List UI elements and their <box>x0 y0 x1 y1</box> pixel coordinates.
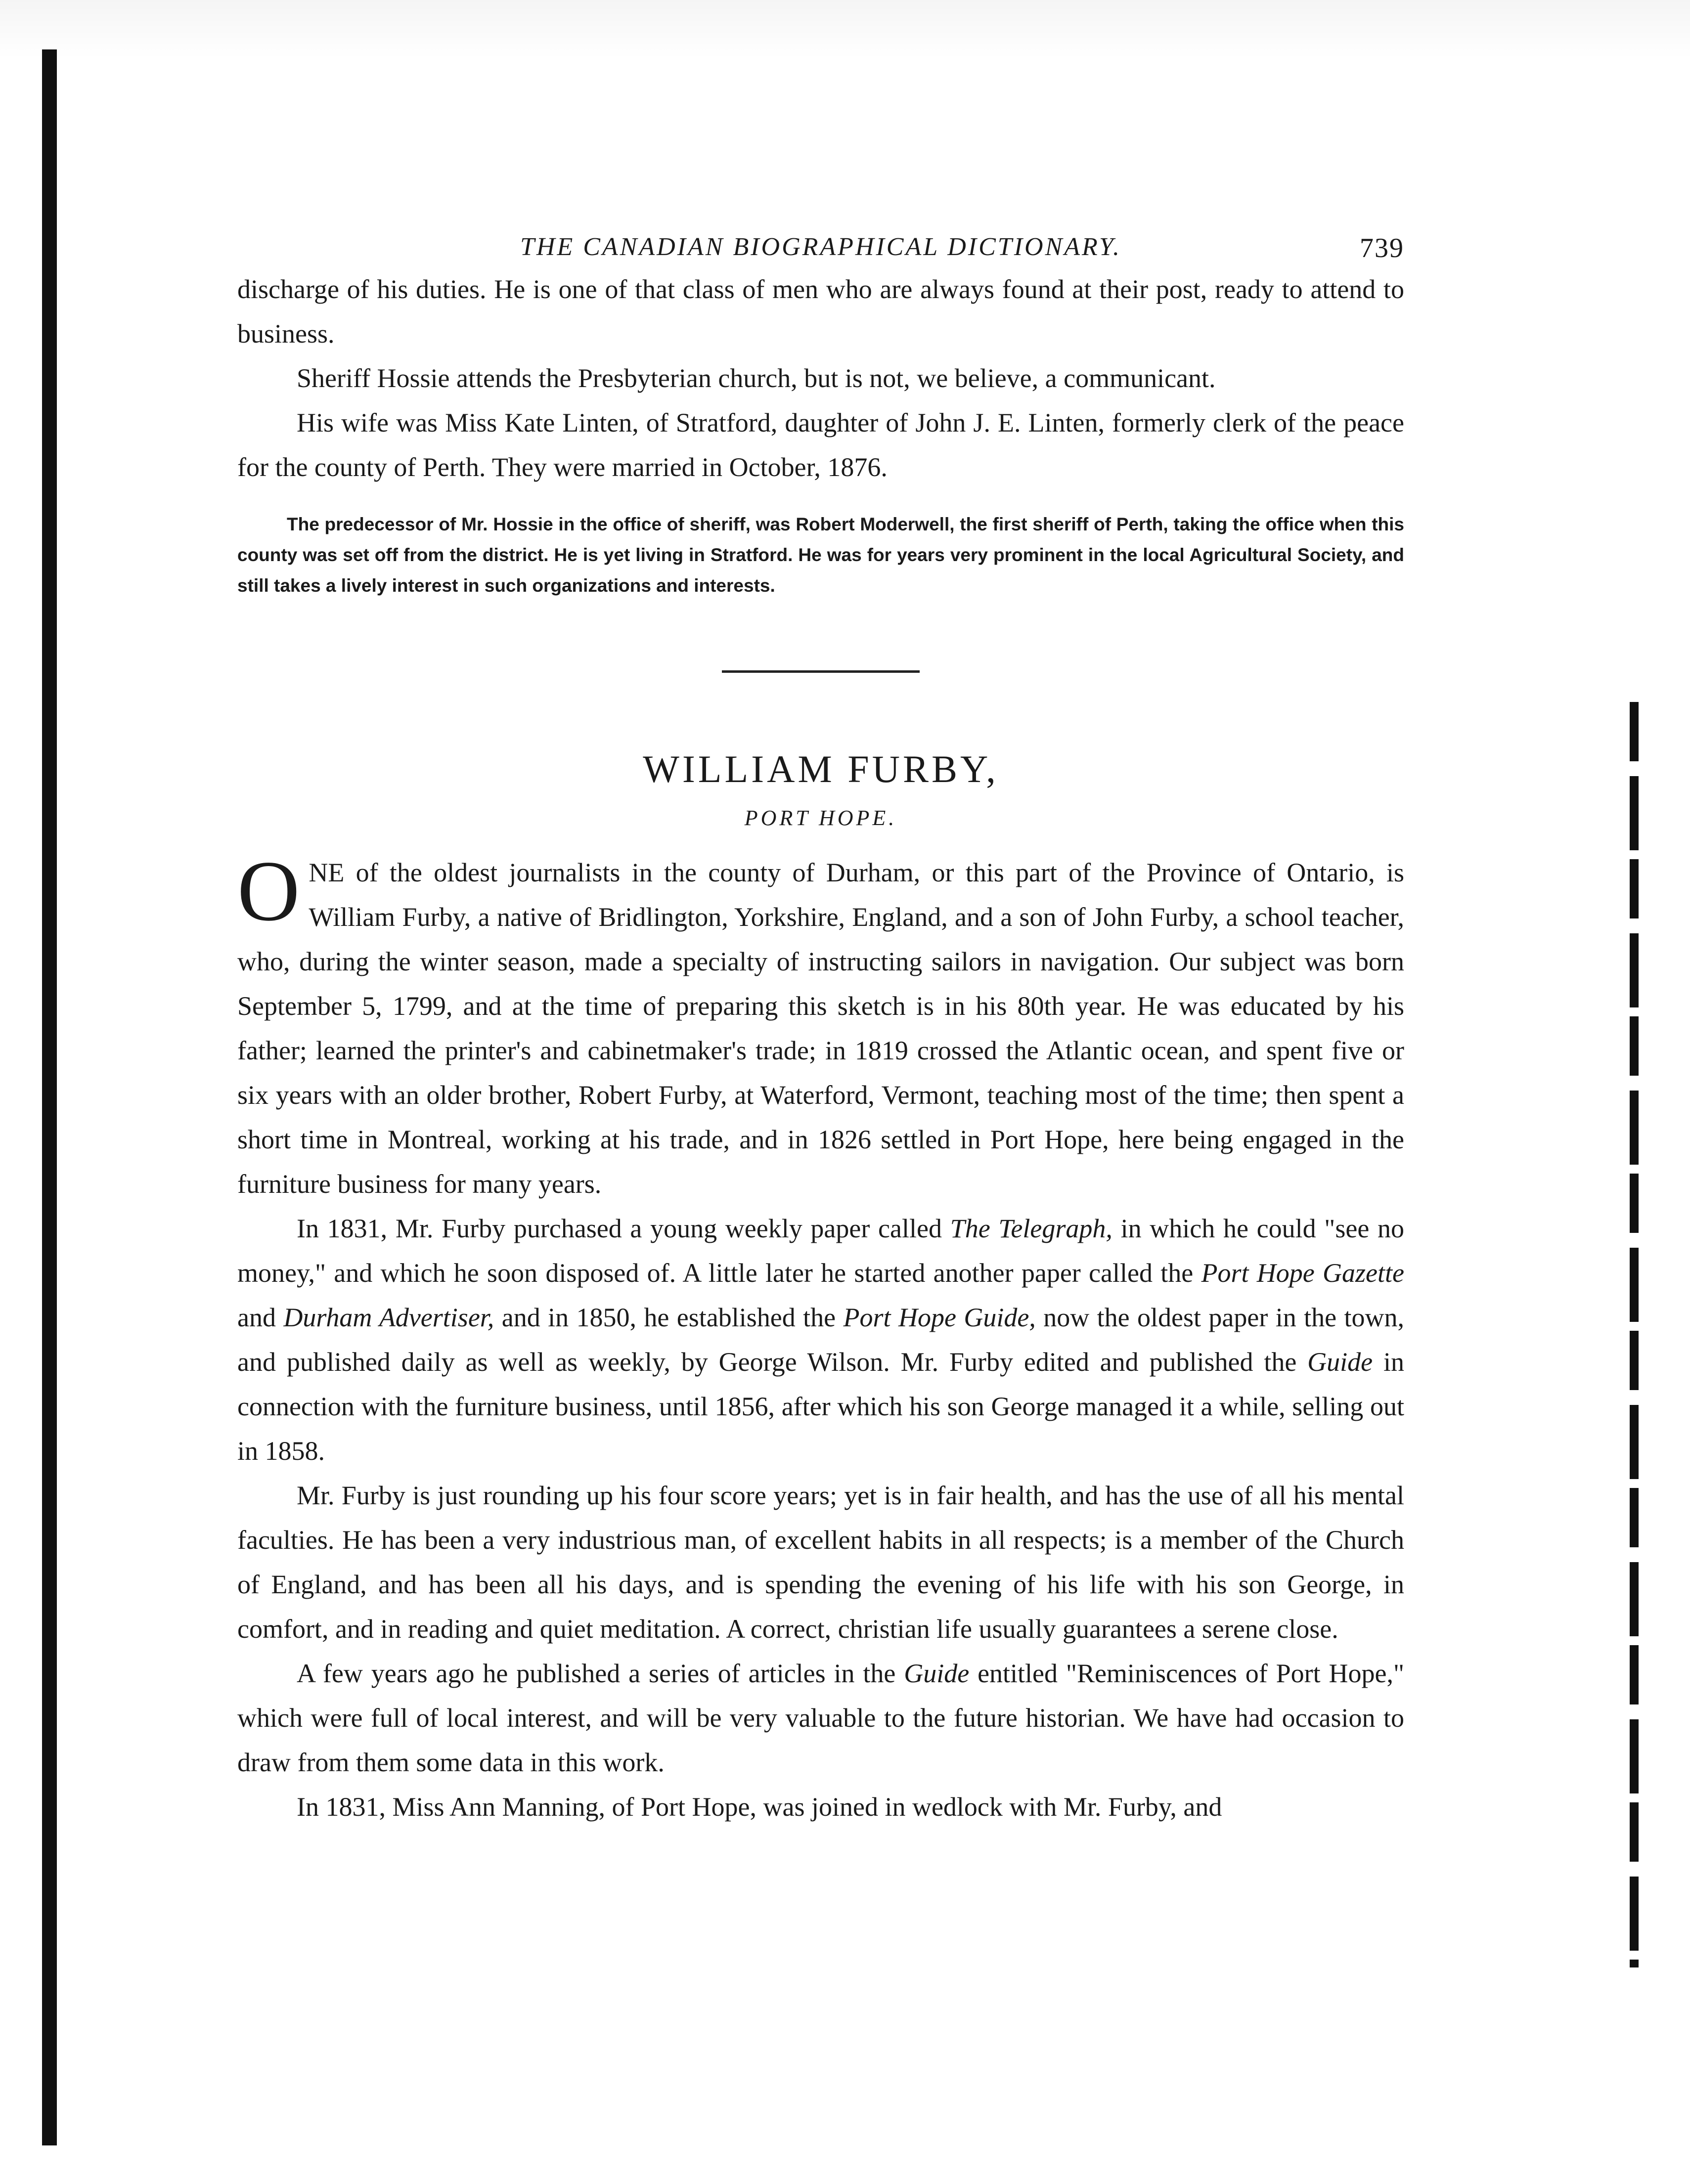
running-title: THE CANADIAN BIOGRAPHICAL DICTIONARY. <box>520 233 1121 261</box>
text-run: A few years ago he published a series of articles in the <box>297 1659 904 1688</box>
scan-shading <box>0 0 1690 59</box>
paper-title-guide-ref: Guide <box>904 1659 970 1688</box>
article-paragraph-1-text: NE of the oldest journalists in the county of Durham, or this part of the Province of Ontario, is William Furby, a native of Bridlington, Yorkshire, England, and a son of John Furby, a school teacher, who, during the winter season, made a specialty of instructing sailors in navigation. Our subject was born September 5, 1799, and at the time of preparing this sketch is in his 80th year. He was educated by his father; learned the printer's and cabinetmaker's trade; in 1819 crossed the Atlantic ocean, and spent five or six years with an older brother, Robert Furby, at Waterford, Vermont, teaching most of the time; then spent a short time in Montreal, working at his trade, and in 1826 settled in Port Hope, here being engaged in the furniture business for many years. <box>237 858 1404 1199</box>
intro-paragraph-3: His wife was Miss Kate Linten, of Stratford, daughter of John J. E. Linten, formerly clerk of the peace for the county of Perth. They were married in October, 1876. <box>237 408 1404 482</box>
paper-title-telegraph: The Telegraph, <box>950 1214 1112 1243</box>
scan-binding-edge-left <box>42 49 57 2145</box>
scan-edge-right <box>1630 702 1639 1967</box>
article-paragraph-1 <box>237 843 1404 1206</box>
article-paragraph-2 <box>237 1206 1404 1473</box>
text-run: entitled "Reminiscences of Port Hope," which were full of local interest, and will be very valuable to the future historian. We have had occasion to draw from them some data in this work. <box>237 1659 1404 1777</box>
drop-cap: O <box>237 843 300 939</box>
intro-paragraph-1: discharge of his duties. He is one of that class of men who are always found at their post, ready to attend to business. <box>237 274 1404 349</box>
text-run: in connection with the furniture business, until 1856, after which his son George managed it a while, selling out in 1858. <box>237 1347 1404 1466</box>
running-head <box>237 232 1404 267</box>
paper-title-guide-short: Guide <box>1307 1347 1373 1377</box>
article-paragraph-5: In 1831, Miss Ann Manning, of Port Hope, was joined in wedlock with Mr. Furby, and <box>297 1792 1222 1822</box>
article-paragraph-4 <box>237 1651 1404 1785</box>
article-title: WILLIAM FURBY, <box>643 747 999 790</box>
text-run: now the oldest paper in the town, and published daily as well as weekly, by George Wilson. Mr. Furby edited and published the <box>237 1303 1405 1377</box>
page-number: 739 <box>1360 233 1404 263</box>
text-run: and in 1850, he established the <box>494 1303 844 1332</box>
section-divider <box>722 670 920 673</box>
footnote-predecessor: The predecessor of Mr. Hossie in the office of sheriff, was Robert Moderwell, the first sheriff of Perth, taking the office when this county was set off from the district. He is yet living in Stratford. He was for years very prominent in the local Agricultural Society, and still takes a lively interest in such organizations and interests. <box>237 514 1404 596</box>
book-page <box>237 232 1404 1829</box>
article-paragraph-3: Mr. Furby is just rounding up his four score years; yet is in fair health, and has the use of all his mental faculties. He has been a very industrious man, of excellent habits in all respects; is a member of the Church of England, and has been all his days, and is spending the evening of his life with his son George, in comfort, and in reading and quiet meditation. A correct, christian life usually guarantees a serene close. <box>237 1481 1404 1644</box>
article-place: PORT HOPE. <box>744 806 897 830</box>
text-run: in which he could "see no money," and which he soon disposed of. A little later he started another paper called the <box>237 1214 1404 1288</box>
text-run: In 1831, Mr. Furby purchased a young weekly paper called <box>297 1214 950 1243</box>
paper-title-advertiser: Durham Advertiser, <box>283 1303 494 1332</box>
paper-title-gazette: Port Hope Gazette <box>1201 1258 1405 1288</box>
text-run: and <box>237 1303 284 1332</box>
paper-title-guide: Port Hope Guide, <box>843 1303 1036 1332</box>
intro-paragraph-2: Sheriff Hossie attends the Presbyterian church, but is not, we believe, a communicant. <box>297 363 1216 393</box>
